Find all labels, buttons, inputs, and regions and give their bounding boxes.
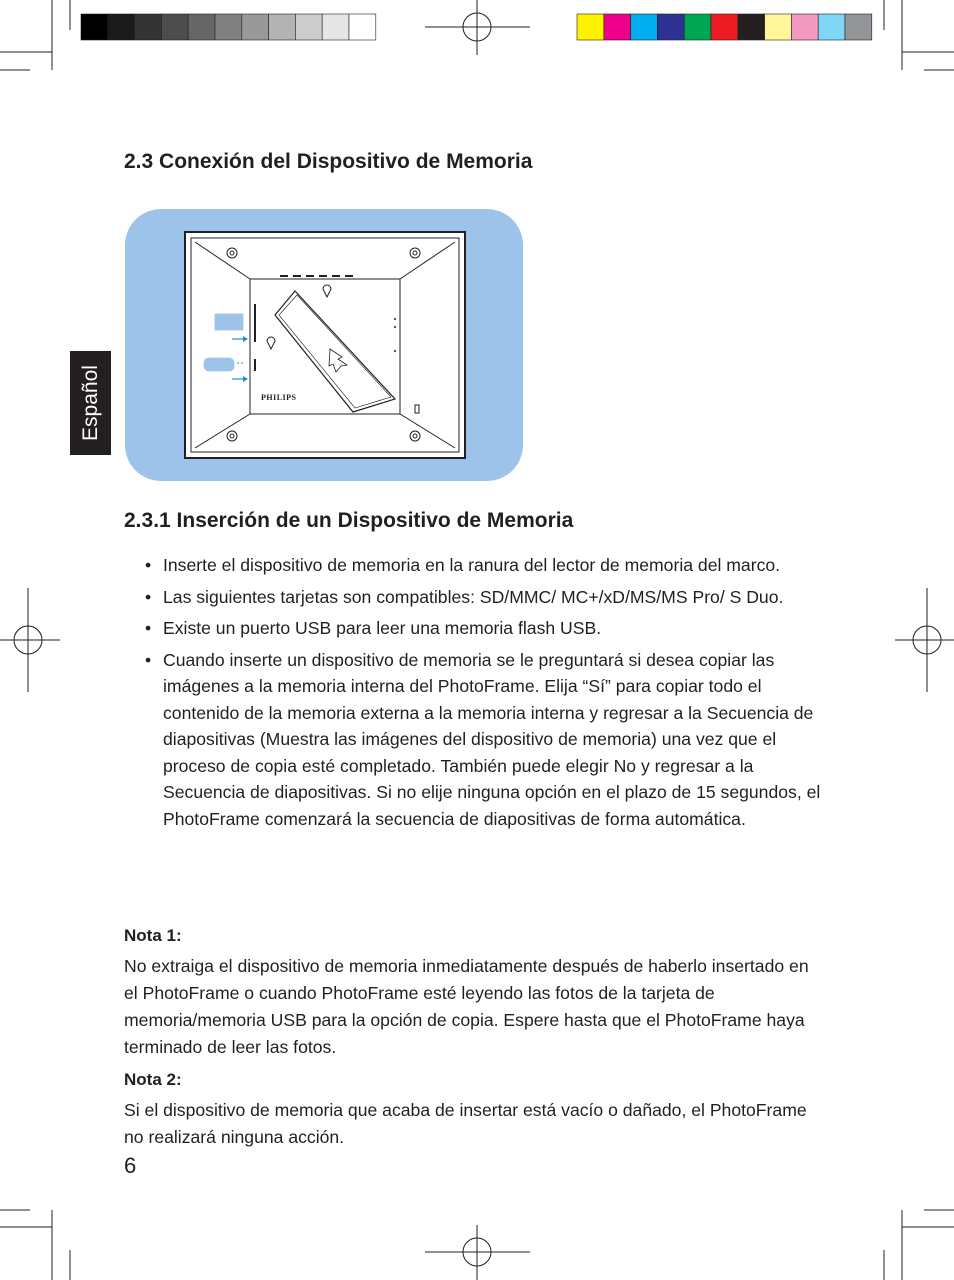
- calibration-swatch: [295, 14, 322, 40]
- calibration-swatch: [845, 14, 872, 40]
- calibration-swatch: [349, 14, 376, 40]
- note2-title: Nota 2:: [124, 1070, 182, 1089]
- page-number: 6: [124, 1153, 137, 1178]
- memory-card: [214, 313, 244, 331]
- note1-text: No extraiga el dispositivo de memoria inmediatamente después de haberlo insertado en el PhotoFrame o cuando PhotoFrame esté leyendo las fotos de la tarjeta de memoria/memoria USB para la opción de copia. Espere hasta que el PhotoFrame haya terminado de leer las fotos.: [124, 956, 809, 1057]
- section-title: 2.3 Conexión del Dispositivo de Memoria: [124, 150, 533, 173]
- language-label: Español: [78, 365, 102, 441]
- calibration-swatch: [269, 14, 296, 40]
- calibration-swatch: [242, 14, 269, 40]
- note1-title: Nota 1:: [124, 926, 182, 945]
- list-item: • Existe un puerto USB para leer una memoria flash USB.: [145, 615, 835, 642]
- list-item: • Las siguientes tarjetas son compatibles: SD/MMC/ MC+/xD/MS/MS Pro/ S Duo.: [145, 584, 835, 611]
- calibration-swatch: [577, 14, 604, 40]
- calibration-swatch: [135, 14, 162, 40]
- instruction-list: [145, 552, 835, 837]
- calibration-swatch: [81, 14, 108, 40]
- color-calibration-bar: [576, 13, 876, 41]
- calibration-swatch: [631, 14, 658, 40]
- calibration-swatch: [161, 14, 188, 40]
- calibration-swatch: [711, 14, 738, 40]
- list-item: • Inserte el dispositivo de memoria en la ranura del lector de memoria del marco.: [145, 552, 835, 579]
- calibration-swatch: [657, 14, 684, 40]
- grayscale-calibration-bar: [80, 13, 380, 41]
- photoframe-illustration: [125, 209, 525, 483]
- calibration-swatch: [738, 14, 765, 40]
- calibration-swatch: [188, 14, 215, 40]
- calibration-swatch: [765, 14, 792, 40]
- usb-stick: [203, 357, 235, 372]
- subsection-title: 2.3.1 Inserción de un Dispositivo de Memoria: [124, 509, 574, 532]
- calibration-swatch: [684, 14, 711, 40]
- calibration-swatch: [791, 14, 818, 40]
- calibration-swatch: [604, 14, 631, 40]
- list-item: • Cuando inserte un dispositivo de memoria se le preguntará si desea copiar las imágenes a la memoria interna del PhotoFrame. Elija “Sí” para copiar todo el contenido de la memoria externa a la memoria interna y regresar a la Secuencia de diapositivas (Muestra las imágenes del dispositivo de memoria) una vez que el proceso de copia esté completado. También puede elegir No y regresar a la Secuencia de diapositivas. Si no elije ninguna opción en el plazo de 15 segundos, el PhotoFrame comenzará la secuencia de diapositivas de forma automática.: [145, 647, 835, 833]
- calibration-swatch: [818, 14, 845, 40]
- brand-label: PHILIPS: [261, 393, 297, 402]
- calibration-swatch: [322, 14, 349, 40]
- calibration-swatch: [108, 14, 135, 40]
- language-side-tab: [70, 351, 111, 455]
- calibration-swatch: [215, 14, 242, 40]
- note2-text: Si el dispositivo de memoria que acaba de insertar está vacío o dañado, el PhotoFrame no realizará ninguna acción.: [124, 1100, 807, 1147]
